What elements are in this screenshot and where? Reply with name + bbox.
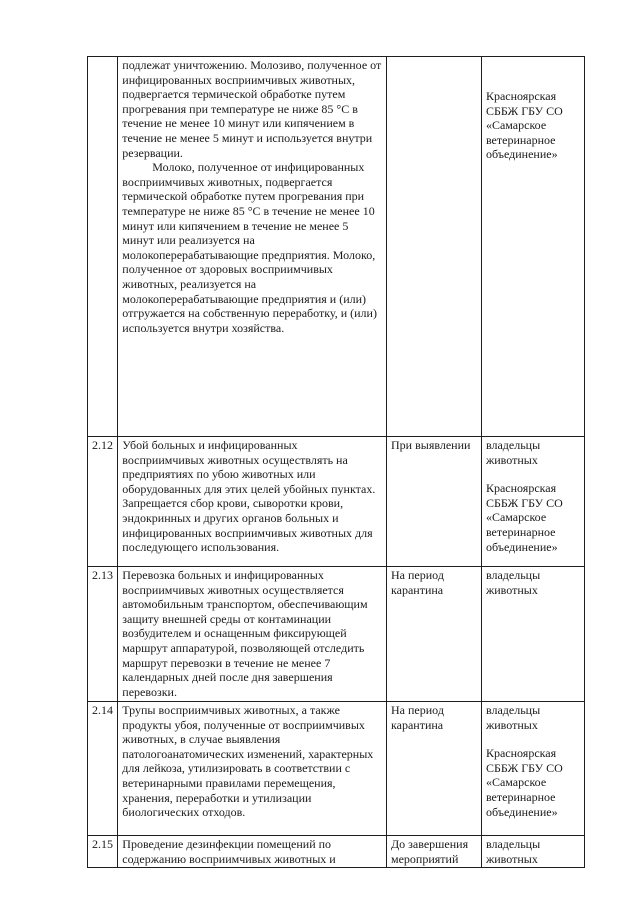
table-row (88, 437, 585, 567)
responsible-line: «Самарское (485, 775, 547, 790)
responsible-line: «Самарское (485, 118, 547, 133)
measure-cell: Проведение дезинфекции помещений по содержанию восприимчивых животных и (118, 836, 387, 868)
measure-cell: Перевозка больных и инфицированных восприимчивых животных осуществляется автомобильным транспортом, обеспечивающим защиту внешней среды от контаминации возбудителем и оснащенным фиксирующей маршрут аппаратурой, позволяющей отследить маршрут перевозки в течение не менее 7 календарных дней после дня завершения перевозки. (118, 567, 387, 702)
row-number: 2.14 (88, 702, 118, 836)
row-number (88, 57, 118, 437)
table-row (88, 836, 585, 868)
responsible-line: ветеринарное (485, 132, 556, 147)
table-row (88, 57, 585, 437)
responsible-line: объединение» (485, 804, 558, 819)
row-number: 2.15 (88, 836, 118, 868)
responsible-line: Красноярская (485, 89, 557, 103)
responsible-line: СББЖ ГБУ СО (485, 495, 563, 510)
responsible-line: объединение» (485, 147, 558, 162)
responsible-line: ветеринарное (485, 524, 556, 539)
responsible-line: животных (485, 851, 538, 866)
term-cell: На период карантина (387, 567, 482, 702)
table-row (88, 702, 585, 836)
term-cell: До завершения мероприятий (387, 836, 482, 868)
row-number: 2.13 (88, 567, 118, 702)
responsible-line: Красноярская (485, 746, 557, 761)
responsible-line: Красноярская (485, 481, 557, 496)
responsible-line: «Самарское (485, 510, 547, 525)
term-cell: На период карантина (387, 702, 482, 836)
responsible-line: владельцы (485, 703, 541, 717)
responsible-cell (481, 836, 584, 868)
responsible-cell (481, 57, 584, 437)
responsible-line: СББЖ ГБУ СО (485, 760, 563, 775)
measure-paragraph: подлежат уничтожению. Молозиво, полученное от инфицированных восприимчивых животных, подвергается термической обработке путем прогревания при температуре не ниже 85 °С в течение не менее 10 минут или кипячением в течение не менее 5 минут и используется внутри резервации. (122, 58, 382, 160)
responsible-cell (481, 437, 584, 567)
responsible-line: животных (485, 717, 538, 732)
responsible-line: владельцы (485, 568, 541, 582)
responsible-line: владельцы (485, 438, 541, 452)
measure-cell: Убой больных и инфицированных восприимчивых животных осуществлять на предприятиях по убою животных или оборудованных для этих целей убойных пунктах. Запрещается сбор крови, сыворотки крови, эндокринных и других органов больных и инфицированных восприимчивых животных для последующего использования. (118, 437, 387, 567)
responsible-cell (481, 702, 584, 836)
responsible-line: владельцы (485, 837, 541, 851)
term-cell (387, 57, 482, 437)
table-row (88, 567, 585, 702)
responsible-line: объединение» (485, 539, 558, 554)
responsible-line: ветеринарное (485, 789, 556, 804)
responsible-cell (481, 567, 584, 702)
responsible-line: животных (485, 452, 538, 467)
measures-table (87, 56, 585, 868)
term-cell: При выявлении (387, 437, 482, 567)
measure-cell: Трупы восприимчивых животных, а также продукты убоя, полученные от восприимчивых животных, в случае выявления патологоанатомических изменений, характерных для лейкоза, утилизировать в соответствии с ветеринарными правилами перемещения, хранения, переработки и утилизации биологических отходов. (118, 702, 387, 836)
measure-cell (118, 57, 387, 437)
row-number: 2.12 (88, 437, 118, 567)
responsible-line: животных (485, 582, 538, 597)
measure-paragraph: Молоко, полученное от инфицированных восприимчивых животных, подвергается термической обработке путем прогревания при температуре не ниже 85 °С в течение не менее 10 минут или кипячением в течение не менее 5 минут или реализуется на молокоперерабатывающие предприятия. Молоко, полученное от здоровых восприимчивых животных, реализуется на молокоперерабатывающие предприятия и (или) отгружается на собственную переработку, и (или) используется внутри хозяйства. (122, 160, 377, 335)
responsible-line: СББЖ ГБУ СО (485, 103, 563, 118)
